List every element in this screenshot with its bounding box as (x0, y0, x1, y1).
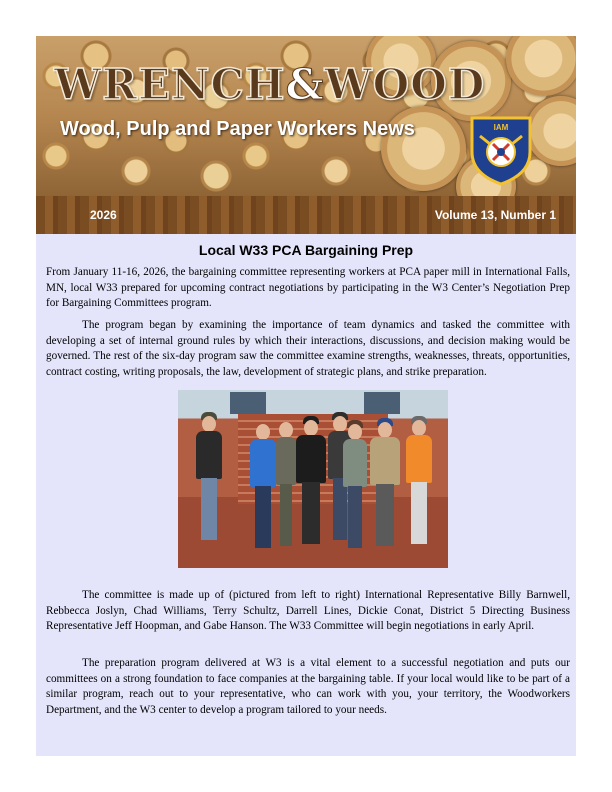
photo-window (230, 392, 266, 414)
issue-bar (36, 196, 576, 234)
issue-volume: Volume 13, Number 1 (434, 208, 556, 222)
article-paragraph: The program began by examining the importance of team dynamics and tasked the committee with developing a set of internal ground rules by which their interactions, discussions, and decision making would be governed. The rest of the six-day program saw the committee examine strengths, weaknesses, threats, opportunities, contract costing, writing proposals, the law, development of strategic plans, and strike preparation. (46, 319, 570, 378)
newsletter-page (36, 36, 576, 756)
photo-person (370, 422, 400, 552)
photo-person (343, 424, 367, 550)
photo-window (364, 392, 400, 414)
emblem-label: IAM (493, 123, 509, 132)
photo-person (406, 420, 432, 550)
article-paragraph: The preparation program delivered at W3 is a vital element to a successful negotiation and puts our committees on a strong foundation to face companies at the bargaining table. If your local would like to be part of a similar program, reach out to your representative, who can work with you, your territory, the Woodworkers Department, and the W3 center to develop a program tailored to your needs. (46, 657, 570, 716)
article-paragraph: From January 11-16, 2026, the bargaining committee representing workers at PCA paper mill in International Falls, MN, local W33 prepared for upcoming contract negotiations by participating in the W3 Center’s Negotiation Prep for Bargaining Committees program. (46, 266, 570, 309)
iam-emblem-icon (466, 114, 536, 186)
masthead-title: WRENCH&WOOD (54, 60, 486, 109)
article-paragraph: The committee is made up of (pictured from left to right) International Representative Billy Barnwell, Rebbecca Joslyn, Chad Williams, Terry Schultz, Darrell Lines, Dickie Conat, District 5 Directing Business Representative Jeff Hoopman, and Gabe Hanson. The W33 Committee will begin negotiations in early April. (46, 589, 570, 632)
photo-person (276, 422, 296, 548)
photo-person (296, 420, 326, 550)
committee-photo (178, 390, 448, 568)
masthead-subtitle: Wood, Pulp and Paper Workers News (60, 118, 415, 140)
masthead (36, 36, 576, 196)
issue-year: 2026 (90, 208, 117, 222)
photo-person (250, 424, 276, 550)
photo-person (196, 416, 222, 546)
article-headline: Local W33 PCA Bargaining Prep (198, 242, 414, 258)
